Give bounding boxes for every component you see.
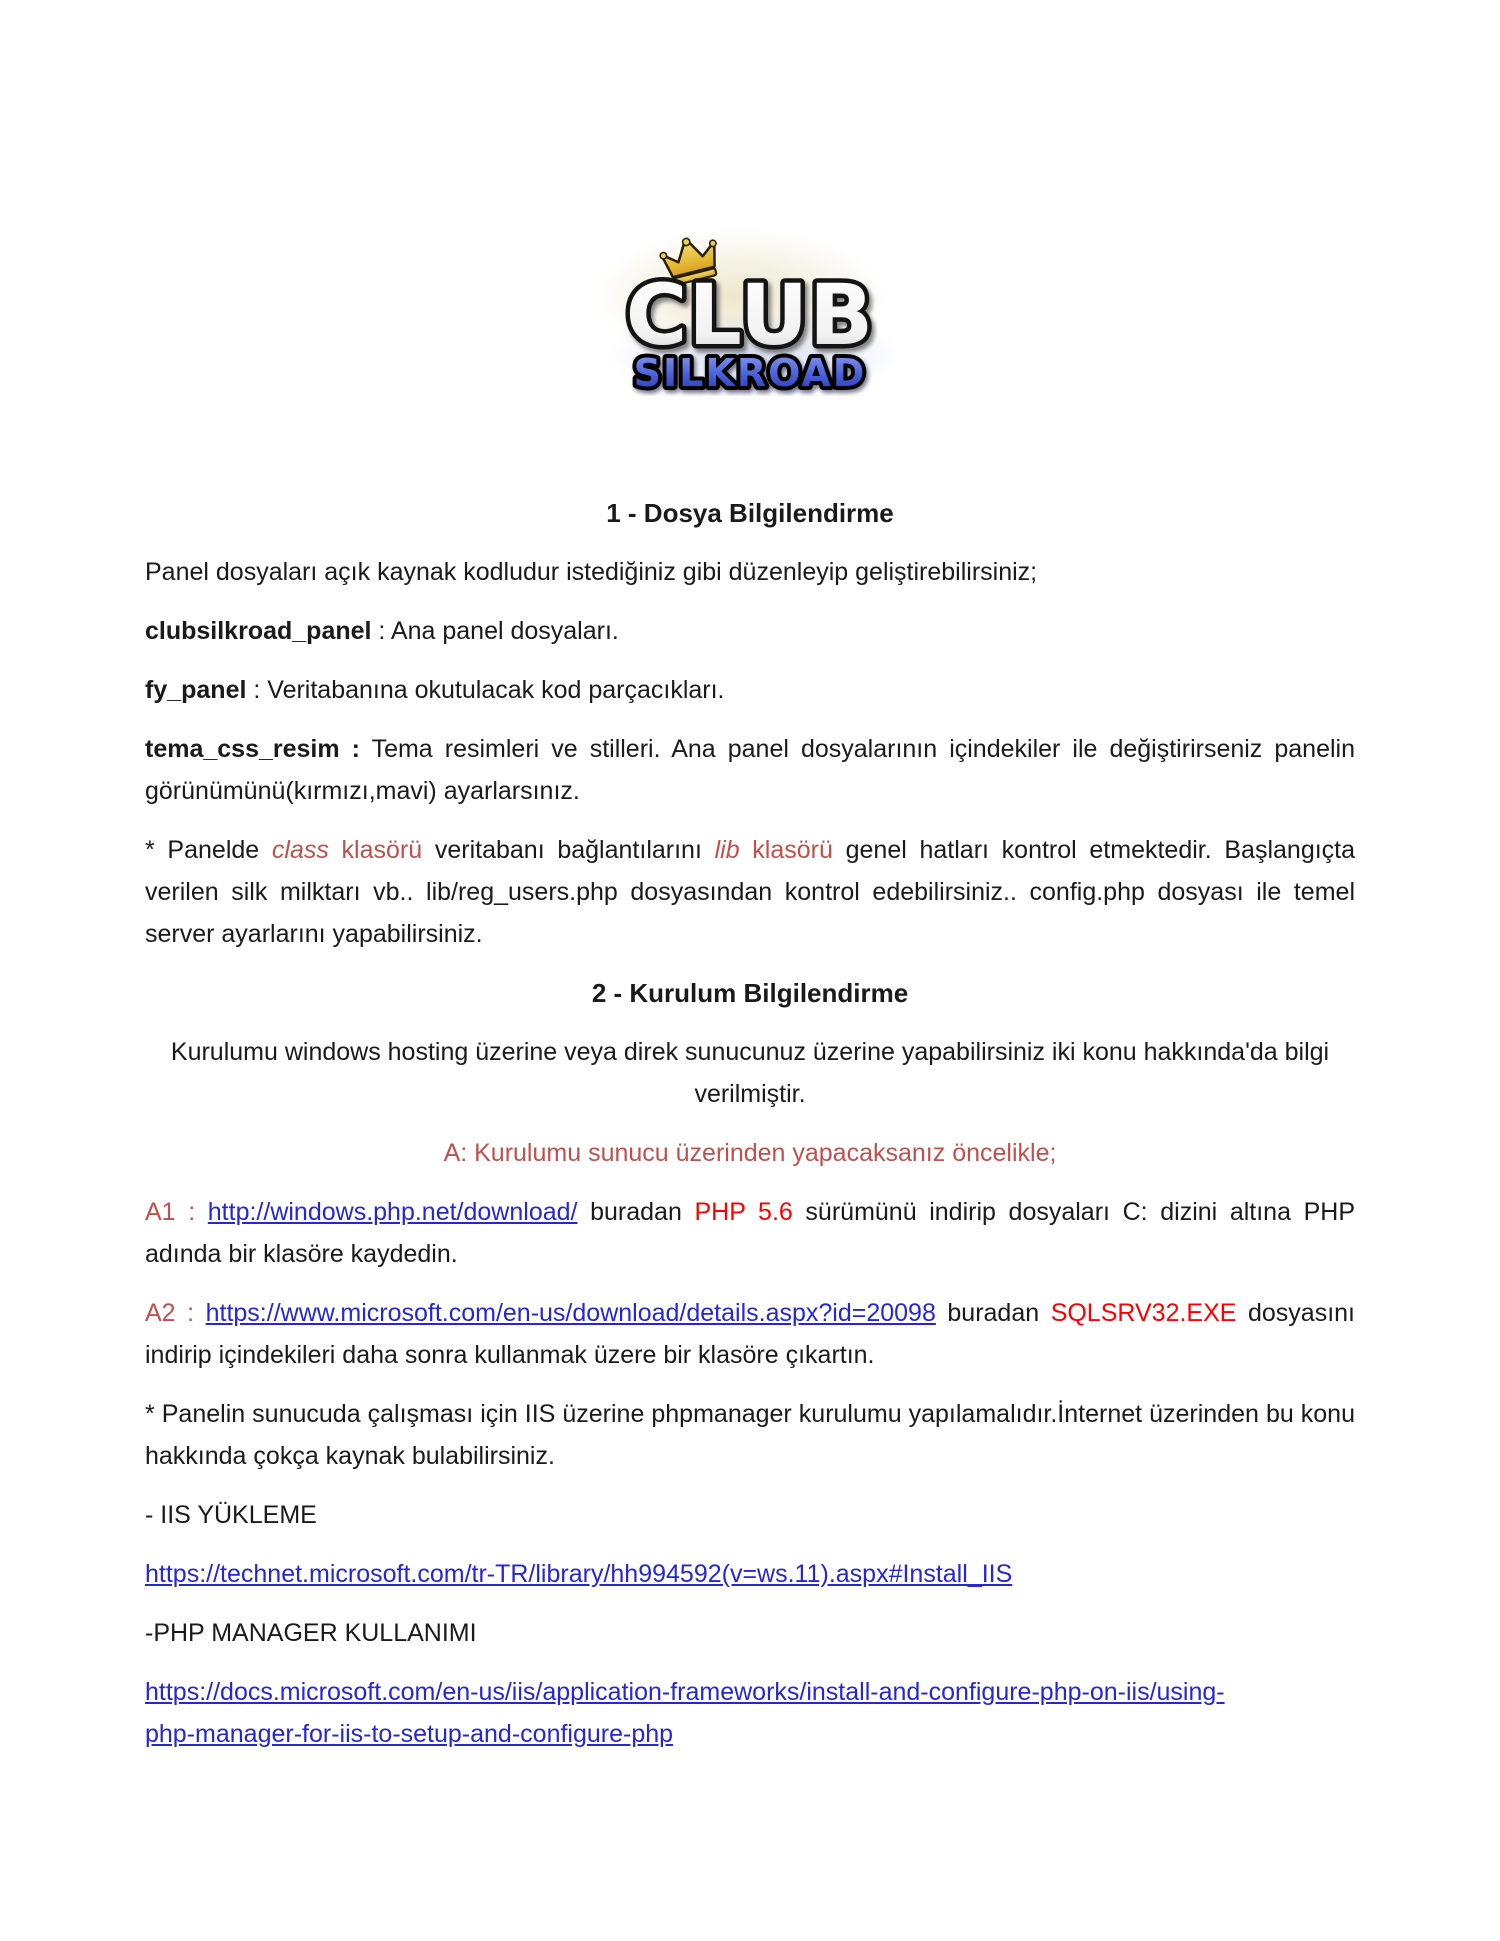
definition-term: fy_panel	[145, 676, 247, 704]
definition-desc: : Veritabanına okutulacak kod parçacıkları.	[246, 676, 725, 704]
php-version-highlight: PHP 5.6	[694, 1198, 793, 1226]
definition-term: tema_css_resim :	[145, 735, 360, 763]
sqlsrv-download-link[interactable]: https://www.microsoft.com/en-us/download/details.aspx?id=20098	[205, 1299, 936, 1327]
definition-desc: : Ana panel dosyaları.	[371, 617, 619, 645]
docs-php-manager-link[interactable]	[145, 1678, 1225, 1748]
step-a1-text: sürümünü indirip dosyaları C: dizini altına PHP adında bir klasöre kaydedin.	[145, 1198, 1356, 1268]
lib-keyword: lib	[714, 836, 740, 864]
php-manager-link-paragraph	[145, 1671, 1355, 1755]
note-text: genel hatları kontrol etmektedir. Başlangıçta verilen silk milktarı vb.. lib/reg_users.php dosyasından kontrol edebilirsiniz.. config.php dosyası ile temel server ayarlarını yapabilirsiniz.	[145, 836, 1356, 948]
logo-club-text: CLUB	[625, 266, 875, 364]
definition-term: clubsilkroad_panel	[145, 617, 372, 645]
section2-heading: 2 - Kurulum Bilgilendirme	[591, 978, 909, 1008]
php-manager-label: -PHP MANAGER KULLANIMI	[145, 1619, 477, 1647]
step-a2-text: buradan	[935, 1299, 1051, 1327]
definition-tema-css-resim	[145, 728, 1355, 812]
step-a2-text: dosyasını indirip içindekileri daha sonra kullanmak üzere bir klasöre çıkartın.	[145, 1299, 1355, 1369]
kurulum-intro-paragraph: Kurulumu windows hosting üzerine veya direk sunucunuz üzerine yapabilirsiniz iki konu hakkında'da bilgi verilmiştir.	[170, 1038, 1330, 1108]
sqlsrv-file-highlight: SQLSRV32.EXE	[1050, 1299, 1237, 1327]
technet-iis-link[interactable]: https://technet.microsoft.com/tr-TR/library/hh994592(v=ws.11).aspx#Install_IIS	[145, 1560, 1013, 1588]
subheading-a: A: Kurulumu sunucu üzerinden yapacaksanız öncelikle;	[443, 1139, 1057, 1167]
class-folder-label: klasörü	[328, 836, 435, 864]
iis-yukleme-label: - IIS YÜKLEME	[145, 1501, 317, 1529]
step-a2-label: A2 :	[145, 1299, 206, 1327]
class-keyword: class	[271, 836, 329, 864]
logo-silkroad-text: SILKROAD	[633, 351, 867, 395]
section1-heading: 1 - Dosya Bilgilendirme	[606, 498, 894, 528]
intro-paragraph: Panel dosyaları açık kaynak kodludur istediğiniz gibi düzenleyip geliştirebilirsiniz;	[145, 558, 1038, 586]
iis-link-paragraph	[145, 1553, 1355, 1595]
php-download-link[interactable]: http://windows.php.net/download/	[207, 1198, 578, 1226]
step-a1-text: buradan	[577, 1198, 695, 1226]
lib-folder-label: klasörü	[739, 836, 846, 864]
step-a1	[145, 1191, 1355, 1275]
docs-link-line1: https://docs.microsoft.com/en-us/iis/application-frameworks/install-and-configure-php-on-iis/using-	[145, 1678, 1225, 1706]
note-text: * Panelde	[145, 836, 272, 864]
step-a1-label: A1 :	[145, 1198, 208, 1226]
note-class-lib	[145, 829, 1355, 955]
step-a2	[145, 1292, 1355, 1376]
definition-desc: Tema resimleri ve stilleri. Ana panel dosyalarının içindekiler ile değiştirirseniz panelin görünümünü(kırmızı,mavi) ayarlarsınız.	[145, 735, 1355, 805]
docs-link-line2: php-manager-for-iis-to-setup-and-configure-php	[145, 1720, 674, 1748]
club-silkroad-logo	[600, 226, 900, 396]
definition-clubsilkroad-panel	[145, 610, 1355, 652]
definition-fy-panel	[145, 669, 1355, 711]
note-text: veritabanı bağlantılarını	[434, 836, 715, 864]
note-iis-phpmanager: * Panelin sunucuda çalışması için IIS üzerine phpmanager kurulumu yapılamalıdır.İnternet üzerinden bu konu hakkında çokça kaynak bulabilirsiniz.	[145, 1400, 1355, 1470]
